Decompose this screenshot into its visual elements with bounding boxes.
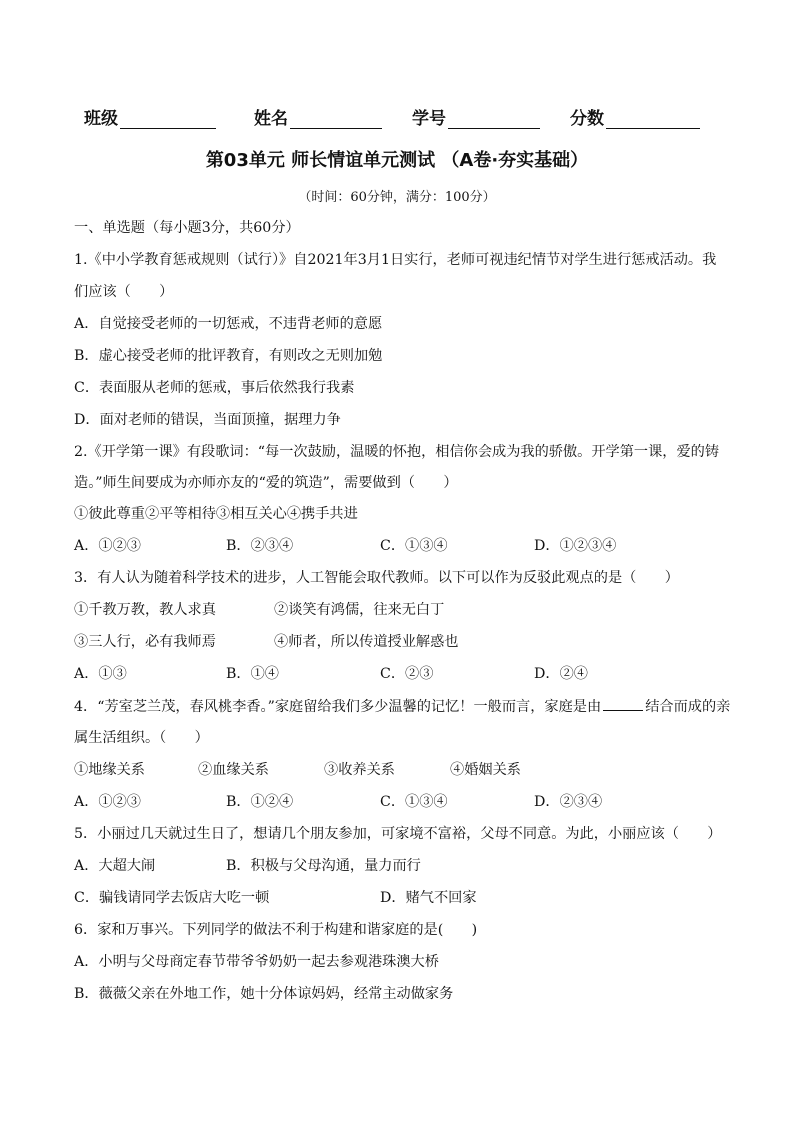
question-4-option-b: B．①②④ [226,794,294,810]
question-3-stem-1: ①千教万教，教人求真 [74,602,216,618]
question-4-stems [74,760,724,780]
question-5-line-1: 5．小丽过几天就过生日了，想请几个朋友参加，可家境不富裕，父母不同意。为此，小丽应该（ ） [74,826,722,842]
question-3-stems-row-1 [74,600,724,620]
score-blank [606,110,700,129]
name-field [254,104,382,129]
question-4-option-d: D．②③④ [534,794,603,810]
question-1-line-1: 1.《中小学教育惩戒规则（试行）》自2021年3月1日实行，老师可视违纪情节对学生进行惩戒活动。我 [74,252,717,268]
question-6-line-1: 6．家和万事兴。下列同学的做法不利于构建和谐家庭的是( ) [74,922,478,938]
question-2-line-1: 2.《开学第一课》有段歌词：“每一次鼓励，温暖的怀抱，相信你会成为我的骄傲。开学第一课，爱的铸 [74,444,720,460]
student-id-field [412,104,540,129]
question-2-option-b: B．②③④ [226,538,294,554]
question-3-option-c: C．②③ [380,666,434,682]
question-2-line-2: 造。”师生间要成为亦师亦友的“爱的筑造”，需要做到（ ） [74,475,458,491]
question-5-option-b: B．积极与父母沟通，量力而行 [226,858,421,874]
question-4-stem-1: ①地缘关系 [74,762,145,778]
student-id-blank [448,110,540,129]
question-3-options [74,664,724,684]
question-4-option-c: C．①③④ [380,794,448,810]
question-4-stem-4: ④婚姻关系 [450,762,521,778]
question-3-stem-4: ④师者，所以传道授业解惑也 [274,634,459,650]
question-3-stem-3: ③三人行，必有我师焉 [74,634,216,650]
question-3-line-1: 3．有人认为随着科学技术的进步，人工智能会取代教师。以下可以作为反驳此观点的是（ ） [74,570,679,586]
name-label: 姓名 [254,109,288,129]
question-4-answer-blank [603,696,643,711]
question-4-line-1 [74,696,730,717]
question-6-option-b: B．薇薇父亲在外地工作，她十分体谅妈妈，经常主动做家务 [74,986,454,1002]
question-5-option-d: D．赌气不回家 [380,890,477,906]
question-5-options-row-2 [74,888,724,908]
question-4-line-1-end: 结合而成的亲 [645,699,731,715]
question-3-option-b: B．①④ [226,666,279,682]
question-3-option-a: A．①③ [74,666,127,682]
question-4-stem-3: ③收养关系 [324,762,395,778]
question-3-stem-2: ②谈笑有鸿儒，往来无白丁 [274,602,445,618]
question-4-line-2: 属生活组织。（ ） [74,730,209,746]
class-label: 班级 [84,109,118,129]
question-1-option-a: A．自觉接受老师的一切惩戒，不违背老师的意愿 [74,316,383,332]
exam-subtitle: （时间：60分钟，满分：100分） [298,190,496,205]
class-field [84,104,216,129]
question-3-option-d: D．②④ [534,666,588,682]
name-blank [290,110,382,129]
question-5-option-c: C．骗钱请同学去饭店大吃一顿 [74,890,270,906]
student-id-label: 学号 [412,109,446,129]
section-heading: 一、单选题（每小题3分，共60分） [74,220,300,236]
score-field [570,104,700,129]
student-info-row [84,104,714,132]
class-blank [120,110,216,129]
score-label: 分数 [570,109,604,129]
question-1-option-d: D．面对老师的错误，当面顶撞，据理力争 [74,412,341,428]
question-1-option-b: B．虚心接受老师的批评教育，有则改之无则加勉 [74,348,383,364]
question-1-line-2: 们应该（ ） [74,284,174,300]
question-4-options [74,792,724,812]
question-5-options-row-1 [74,856,724,876]
question-5-option-a: A．大超大闹 [74,858,156,874]
question-4-option-a: A．①②③ [74,794,141,810]
question-1-option-c: C．表面服从老师的惩戒，事后依然我行我素 [74,380,355,396]
exam-title: 第03单元 师长情谊单元测试 （A卷·夯实基础） [205,150,589,171]
question-2-option-c: C．①③④ [380,538,448,554]
question-2-stem: ①彼此尊重②平等相待③相互关心④携手共进 [74,506,358,522]
question-4-stem-2: ②血缘关系 [198,762,269,778]
question-4-line-1-start: 4．“芳室芝兰茂，春风桃李香。”家庭留给我们多少温馨的记忆！一般而言，家庭是由 [74,699,602,715]
question-6-option-a: A．小明与父母商定春节带爷爷奶奶一起去参观港珠澳大桥 [74,954,439,970]
question-3-stems-row-2 [74,632,724,652]
question-2-option-d: D．①②③④ [534,538,617,554]
question-2-options [74,536,724,556]
question-2-option-a: A．①②③ [74,538,141,554]
